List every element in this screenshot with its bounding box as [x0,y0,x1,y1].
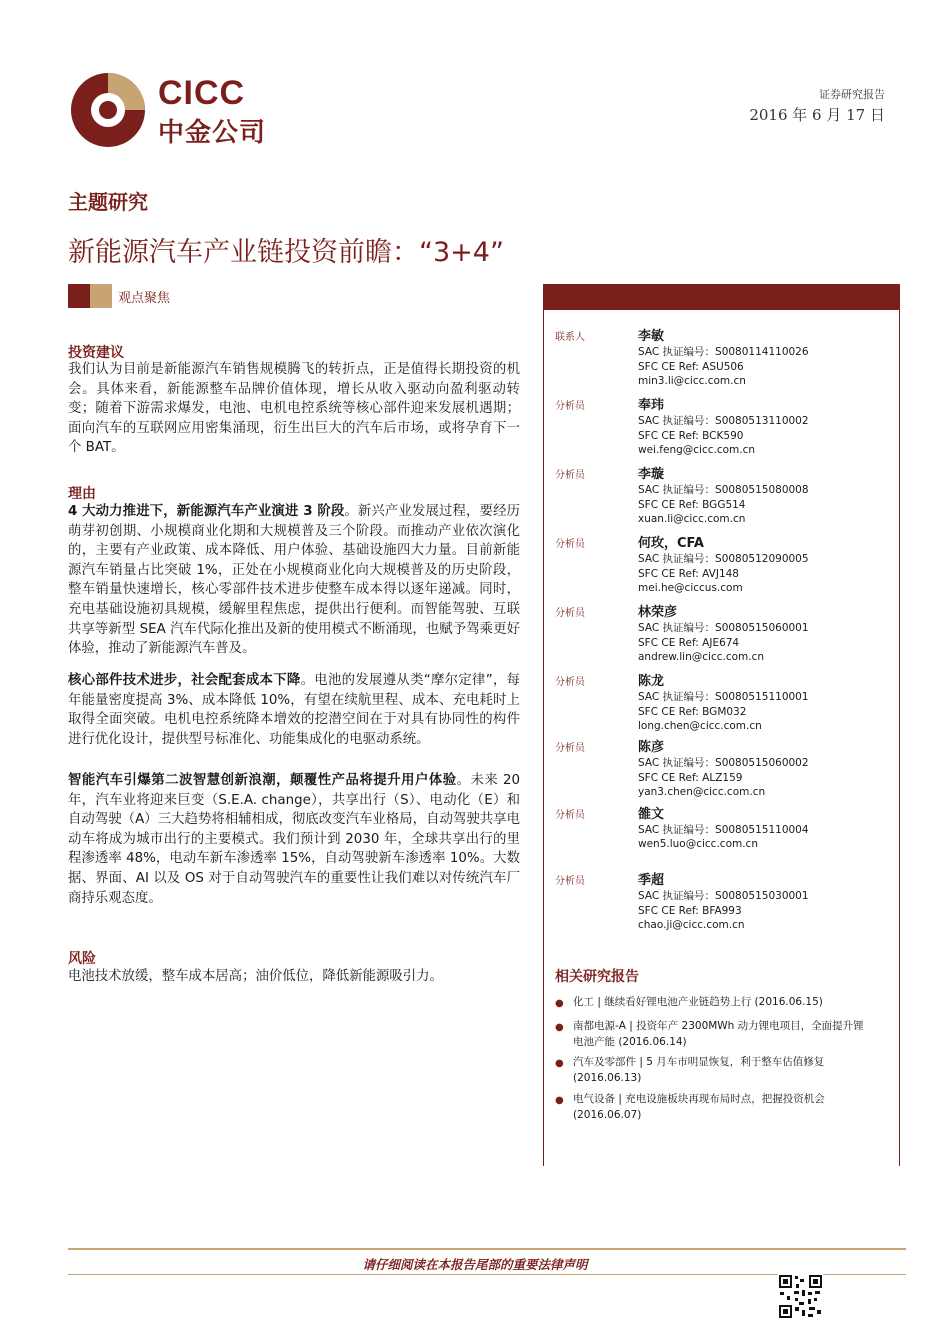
analyst-email[interactable]: mei.he@ciccus.com [638,582,743,594]
qr-code-icon [778,1274,823,1319]
analyst-name: 李敏 [638,329,665,344]
reasons-heading: 理由 [68,486,96,502]
analyst-role: 分析员 [555,677,585,688]
analyst-email[interactable]: wei.feng@cicc.com.cn [638,444,756,456]
related-report-line: (2016.06.13) [573,1071,642,1084]
analyst-role: 分析员 [555,539,585,550]
bullet-icon: ● [555,1022,564,1033]
bullet-icon: ● [555,1058,564,1069]
analyst-sac: SAC 执证编号：S0080513110002 [638,415,809,427]
reason-1-lead: 4 大动力推进下，新能源汽车产业演进 3 阶段 [68,504,345,519]
brand-chinese: 中金公司 [158,118,267,148]
analyst-sac: SAC 执证编号：S0080515110004 [638,824,809,836]
reason-2-lead: 核心部件技术进步，社会配套成本下降 [68,673,301,688]
analyst-sfc: SFC CE Ref: ALZ159 [638,772,743,784]
reason-2-body: 。电池的发展遵从类“摩尔定律”，每年能量密度提高 3%、成本降低 10%，有望在续航里程、成本、充电耗时上取得全面突破。电机电控系统降本增效的挖潜空间在于对具有协同性的构件进行优化设计，提供型号标准化、功能集成化的电驱动系统。 [68,673,521,747]
analyst-name: 季超 [638,873,665,888]
related-report-item[interactable] [573,995,903,1011]
related-report-line: (2016.06.07) [573,1108,642,1121]
reason-paragraph-2 [68,671,520,749]
analyst-email[interactable]: yan3.chen@cicc.com.cn [638,786,766,798]
analyst-name: 林荣彦 [638,605,678,620]
banner-block-dark [68,284,90,308]
reason-3-lead: 智能汽车引爆第二波智慧创新浪潮，颠覆性产品将提升用户体验 [68,773,457,788]
analyst-sac: SAC 执证编号：S0080512090005 [638,553,809,565]
related-report-line: 电气设备 | 充电设施板块再现布局时点，把握投资机会 [573,1093,825,1105]
report-type: 证券研究报告 [819,88,885,101]
analyst-sac: SAC 执证编号：S0080515030001 [638,890,809,902]
analyst-role: 分析员 [555,810,585,821]
related-report-line: 化工 | 继续看好锂电池产业链趋势上行 (2016.06.15) [573,996,823,1008]
analyst-role: 分析员 [555,743,585,754]
analyst-sfc: SFC CE Ref: ASU506 [638,361,744,373]
footer-disclaimer[interactable]: 请仔细阅读在本报告尾部的重要法律声明 [362,1257,588,1272]
bullet-icon: ● [555,1095,564,1106]
footer-divider-top [68,1248,906,1250]
analyst-name: 雒文 [638,807,665,822]
brand-latin: CICC [158,74,246,112]
analyst-sac: SAC 执证编号：S0080515110001 [638,691,809,703]
reason-1-body: 。新兴产业发展过程，要经历萌芽初创期、小规模商业化期和大规模普及三个阶段。而推动产业依次演化的，主要有产业政策、成本降低、用户体验、基础设施四大力量。目前新能源汽车销量占比突破 1%，正处在小规模商业化向大规模普及的历史阶段，整车销量快速增长，核心零部件技术进步使整车成本得以逐年递减。同时，充电基础设施初具规模，缓解里程焦虑，提供出行便利。而智能驾驶、互联共享等新型 SEA 汽车代际化推出及新的使用模式不断涌现，也赋予驾乘更好体验，推动了新能源汽车普及。 [68,504,521,657]
reason-3-body: 。未来 20 年，汽车业将迎来巨变（S.E.A. change），共享出行（S）、电动化（E）和自动驾驶（A）三大趋势将相辅相成，彻底改变汽车业格局，自动驾驶共享电动车将成为城市出行的主要模式。我们预计到 2030 年，全球共享出行的里程渗透率 48%，电动车新车渗透率 15%，自动驾驶新车渗透率 10%。大数据、界面、AI 以及 OS 对于自动驾驶汽车的重要性让我们难以对传统汽车厂商持乐观态度。 [68,773,521,906]
analyst-name: 陈彦 [638,740,665,755]
related-report-item[interactable] [573,1019,903,1050]
analyst-sfc: SFC CE Ref: BCK590 [638,430,744,442]
analyst-name: 李璇 [638,467,665,482]
analyst-name: 陈龙 [638,674,665,689]
related-reports-heading: 相关研究报告 [555,969,639,985]
related-report-item[interactable] [573,1092,903,1123]
analyst-role: 分析员 [555,470,585,481]
related-report-line: 电池产能 (2016.06.14) [573,1035,687,1048]
analyst-email[interactable]: xuan.li@cicc.com.cn [638,513,746,525]
analyst-sac: SAC 执证编号：S0080515060001 [638,622,809,634]
reason-paragraph-3 [68,771,520,908]
banner-label: 观点聚焦 [118,291,171,306]
analyst-email[interactable]: wen5.luo@cicc.com.cn [638,838,758,850]
related-report-line: 汽车及零部件 | 5 月车市明显恢复，利于整车估值修复 [573,1056,825,1068]
banner-block-gold [90,284,112,308]
analyst-sfc: SFC CE Ref: AJE674 [638,637,740,649]
analyst-email[interactable]: long.chen@cicc.com.cn [638,720,762,732]
related-report-item[interactable] [573,1055,903,1086]
related-report-line: 南都电源-A | 投资年产 2300MWh 动力锂电项目，全面提升锂 [573,1020,864,1032]
analyst-sfc: SFC CE Ref: BGM032 [638,706,747,718]
analyst-sac: SAC 执证编号：S0080515080008 [638,484,809,496]
risk-body: 电池技术放缓，整车成本居高；油价低位，降低新能源吸引力。 [68,969,443,984]
analyst-sac: SAC 执证编号：S0080114110026 [638,346,809,358]
invest-heading: 投资建议 [68,345,124,361]
analyst-role: 联系人 [555,332,585,343]
analyst-email[interactable]: chao.ji@cicc.com.cn [638,919,745,931]
cicc-logo-icon [68,70,150,152]
analyst-sfc: SFC CE Ref: AVJ148 [638,568,739,580]
analyst-sfc: SFC CE Ref: BFA993 [638,905,742,917]
sidebar-border-left [543,284,544,1166]
analyst-email[interactable]: min3.li@cicc.com.cn [638,375,746,387]
invest-body: 我们认为目前是新能源汽车销售规模腾飞的转折点，正是值得长期投资的机会。具体来看，新能源整车品牌价值体现，增长从收入驱动向盈利驱动转变；随着下游需求爆发，电池、电机电控系统等核心部件迎来发展机遇期；面向汽车的互联网应用密集涌现，衍生出巨大的汽车后市场，或将孕育下一个 BAT。 [68,362,520,456]
analyst-email[interactable]: andrew.lin@cicc.com.cn [638,651,765,663]
analyst-sac: SAC 执证编号：S0080515060002 [638,757,809,769]
analyst-role: 分析员 [555,608,585,619]
analyst-role: 分析员 [555,876,585,887]
sidebar-header-bar [543,284,900,310]
analyst-sfc: SFC CE Ref: BGG514 [638,499,746,511]
page-title: 新能源汽车产业链投资前瞻：“3+4” [68,237,504,268]
reason-paragraph-1 [68,502,520,659]
risk-heading: 风险 [68,951,96,967]
report-date: 2016 年 6 月 17 日 [749,106,885,124]
bullet-icon: ● [555,998,564,1009]
analyst-name: 奉玮 [638,398,665,413]
section-label: 主题研究 [68,190,148,214]
analyst-role: 分析员 [555,401,585,412]
analyst-name: 何玫，CFA [638,536,704,551]
